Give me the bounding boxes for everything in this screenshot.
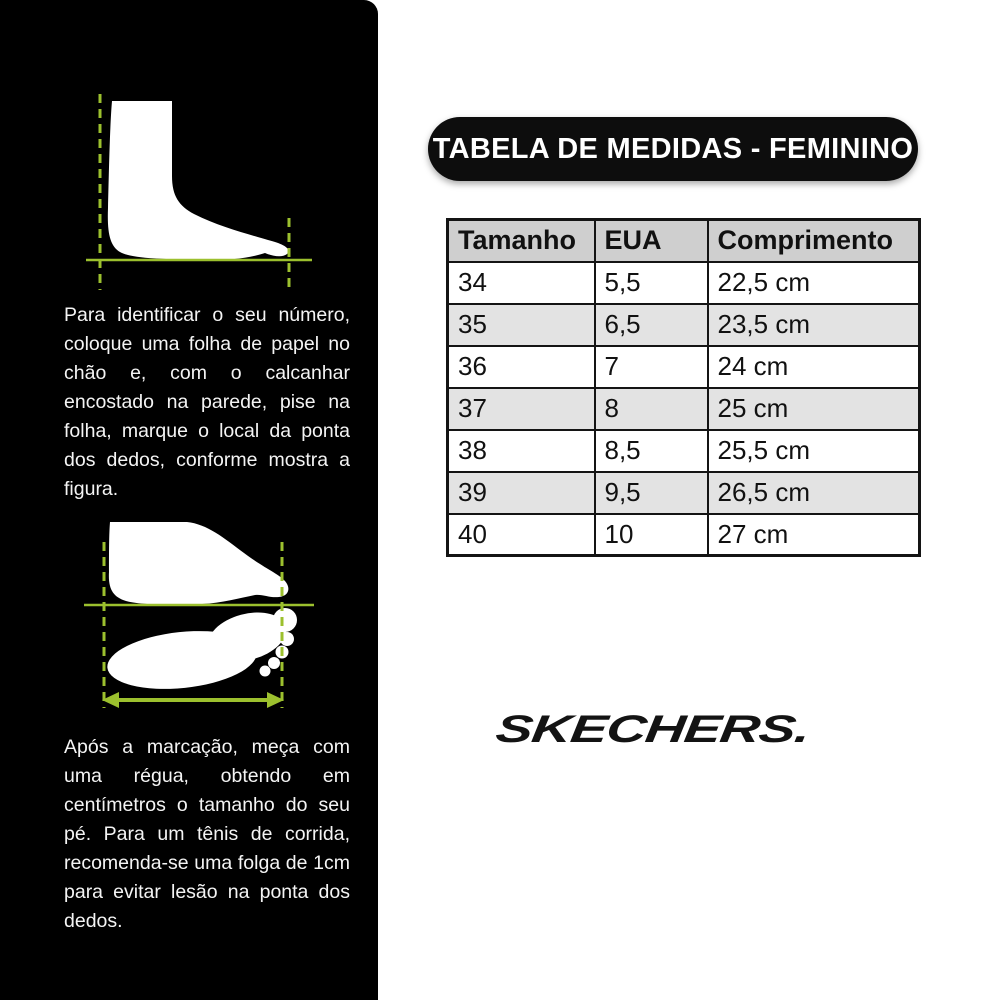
table-row bbox=[448, 388, 920, 430]
column-header-tamanho: Tamanho bbox=[448, 220, 595, 262]
cell-tamanho: 35 bbox=[448, 304, 595, 346]
cell-comprimento: 25,5 cm bbox=[708, 430, 920, 472]
instruction-paragraph-1: Para identificar o seu número, coloque uma folha de papel no chão e, com o calcanhar encostado na parede, pise na folha, marque o local da ponta dos dedos, conforme mostra a figura. bbox=[64, 304, 350, 500]
column-header-comprimento: Comprimento bbox=[708, 220, 920, 262]
cell-tamanho: 37 bbox=[448, 388, 595, 430]
cell-comprimento: 25 cm bbox=[708, 388, 920, 430]
instruction-paragraph-2: Após a marcação, meça com uma régua, obtendo em centímetros o tamanho do seu pé. Para um tênis de corrida, recomenda-se uma folga de 1cm para evitar lesão na ponta dos dedos. bbox=[64, 736, 350, 932]
cell-tamanho: 38 bbox=[448, 430, 595, 472]
table-row bbox=[448, 472, 920, 514]
cell-comprimento: 27 cm bbox=[708, 514, 920, 556]
foot-silhouette bbox=[108, 101, 289, 260]
cell-eua: 5,5 bbox=[595, 262, 708, 304]
cell-tamanho: 36 bbox=[448, 346, 595, 388]
foot-silhouette-truncated bbox=[109, 522, 288, 605]
title-banner-label: TABELA DE MEDIDAS - FEMININO bbox=[432, 132, 914, 165]
skechers-logo: SKECHERS. bbox=[493, 706, 812, 751]
cell-comprimento: 26,5 cm bbox=[708, 472, 920, 514]
table-header-row bbox=[448, 220, 920, 262]
cell-comprimento: 23,5 cm bbox=[708, 304, 920, 346]
cell-eua: 9,5 bbox=[595, 472, 708, 514]
cell-eua: 7 bbox=[595, 346, 708, 388]
table-row bbox=[448, 430, 920, 472]
table-row bbox=[448, 304, 920, 346]
measurement-instructions-panel bbox=[0, 0, 378, 1000]
cell-tamanho: 40 bbox=[448, 514, 595, 556]
cell-eua: 8,5 bbox=[595, 430, 708, 472]
column-header-eua: EUA bbox=[595, 220, 708, 262]
foot-length-measure-illustration bbox=[82, 512, 317, 717]
cell-comprimento: 24 cm bbox=[708, 346, 920, 388]
title-banner bbox=[428, 117, 918, 181]
foot-side-measure-illustration bbox=[82, 78, 317, 296]
footprint-silhouette bbox=[104, 604, 297, 695]
cell-eua: 6,5 bbox=[595, 304, 708, 346]
table-row bbox=[448, 262, 920, 304]
cell-eua: 10 bbox=[595, 514, 708, 556]
cell-eua: 8 bbox=[595, 388, 708, 430]
table-row bbox=[448, 514, 920, 556]
size-table bbox=[446, 218, 921, 557]
cell-comprimento: 22,5 cm bbox=[708, 262, 920, 304]
cell-tamanho: 39 bbox=[448, 472, 595, 514]
length-arrow bbox=[102, 692, 284, 708]
cell-tamanho: 34 bbox=[448, 262, 595, 304]
table-row bbox=[448, 346, 920, 388]
